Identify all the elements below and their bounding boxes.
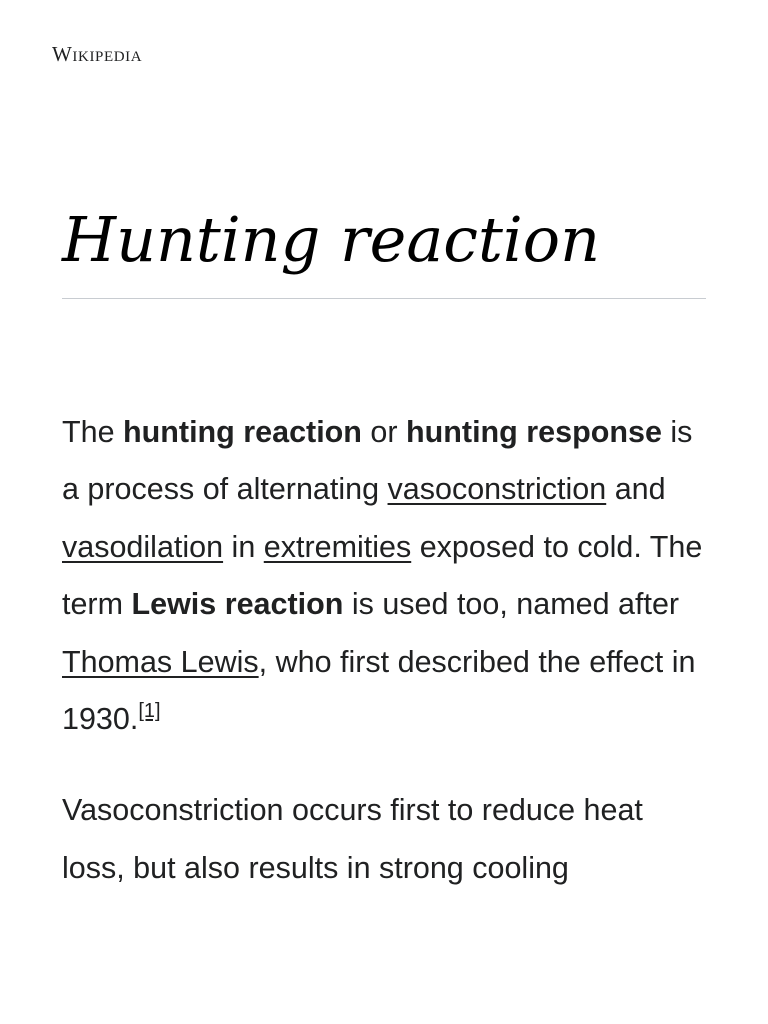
article-body (62, 404, 712, 897)
paragraph-text: Vasoconstriction occurs first to reduce heat loss, but also results in strong cooling (62, 793, 643, 885)
title-divider (62, 298, 706, 299)
site-header (52, 42, 142, 72)
link-vasodilation[interactable]: vasodilation (62, 529, 224, 564)
paragraph-text: is used too, named after (343, 587, 680, 622)
reference-superscript (138, 700, 160, 722)
article-paragraph-1 (62, 404, 712, 748)
paragraph-text: exposed to cold. The term (62, 529, 703, 622)
link-extremities[interactable]: extremities (263, 529, 412, 564)
paragraph-text: in (223, 529, 264, 564)
link-vasoconstriction[interactable]: vasoconstriction (387, 472, 607, 507)
reference-1-link[interactable]: [1] (138, 700, 161, 723)
paragraph-text: The (62, 415, 124, 449)
wikipedia-wordmark-link[interactable]: Wikipedia (52, 42, 143, 66)
paragraph-text: and (606, 472, 666, 507)
article-paragraph-2 (62, 782, 712, 897)
paragraph-text: , who first described the effect in 1930. (62, 644, 696, 737)
bold-term: hunting reaction (123, 415, 362, 449)
bold-term: Lewis reaction (131, 587, 344, 622)
paragraph-text: or (361, 415, 407, 449)
bold-term: hunting response (406, 415, 662, 449)
page-title: Hunting reaction (62, 203, 601, 276)
paragraph-text: is a process of alternating (62, 415, 693, 507)
link-thomas-lewis[interactable]: Thomas Lewis (62, 644, 259, 679)
